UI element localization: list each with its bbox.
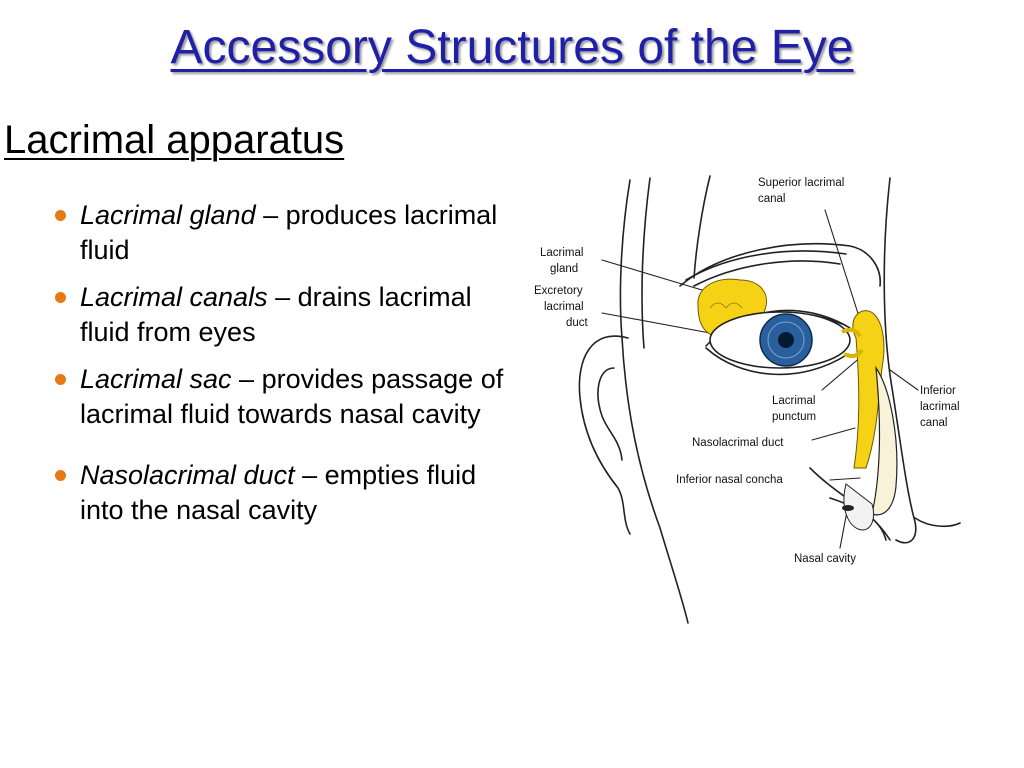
bullet-description: – empties fluid into the nasal cavity: [80, 460, 477, 525]
label-inferior-nasal-concha: Inferior nasal concha: [676, 474, 783, 486]
face-outline: [620, 180, 688, 623]
bullet-term: Lacrimal canals: [80, 282, 268, 312]
label-inferior-canal-line2: lacrimal: [920, 401, 960, 413]
eyebrow: [680, 244, 880, 286]
cheek-line: [642, 178, 650, 348]
label-superior-canal: Superior lacrimal: [758, 177, 845, 189]
ear-outline: [579, 336, 630, 534]
bullet-nasolacrimal-duct: [52, 458, 522, 528]
label-superior-canal-line2: canal: [758, 193, 786, 205]
bullet-term: Lacrimal sac: [80, 364, 232, 394]
bullet-description: – provides passage of lacrimal fluid towards nasal cavity: [80, 364, 504, 429]
bullet-term: Lacrimal gland: [80, 200, 256, 230]
label-punctum: Lacrimal: [772, 395, 816, 407]
pupil: [778, 332, 794, 348]
bullet-term: Nasolacrimal duct: [80, 460, 295, 490]
label-lacrimal-gland: Lacrimal: [540, 247, 584, 259]
bullet-lacrimal-canals: [52, 280, 522, 350]
bullet-dot-icon: [55, 374, 66, 385]
label-excretory-duct: Excretory: [534, 285, 583, 297]
label-nasal-cavity: Nasal cavity: [794, 553, 856, 565]
page-title: Accessory Structures of the Eye: [170, 21, 854, 74]
bullet-list: [52, 198, 522, 540]
lacrimal-apparatus-illustration: [510, 168, 990, 628]
label-inferior-canal-line3: canal: [920, 417, 948, 429]
bullet-lacrimal-sac: [52, 362, 522, 432]
label-nasolacrimal-duct: Nasolacrimal duct: [692, 437, 784, 449]
bullet-dot-icon: [55, 210, 66, 221]
bullet-description: – drains lacrimal fluid from eyes: [80, 282, 472, 347]
section-heading: Lacrimal apparatus: [4, 118, 345, 162]
label-punctum-line2: punctum: [772, 411, 817, 423]
label-excretory-duct-line2: lacrimal: [544, 301, 584, 313]
ear-inner: [598, 368, 622, 460]
label-inferior-canal: Inferior: [920, 385, 956, 397]
label-excretory-duct-line3: duct: [566, 317, 588, 329]
label-lacrimal-gland-line2: gland: [550, 263, 579, 275]
bullet-description: – produces lacrimal fluid: [80, 200, 498, 265]
bullet-lacrimal-gland: [52, 198, 522, 268]
bullet-dot-icon: [55, 292, 66, 303]
bullet-dot-icon: [55, 470, 66, 481]
jaw-line: [694, 176, 710, 278]
